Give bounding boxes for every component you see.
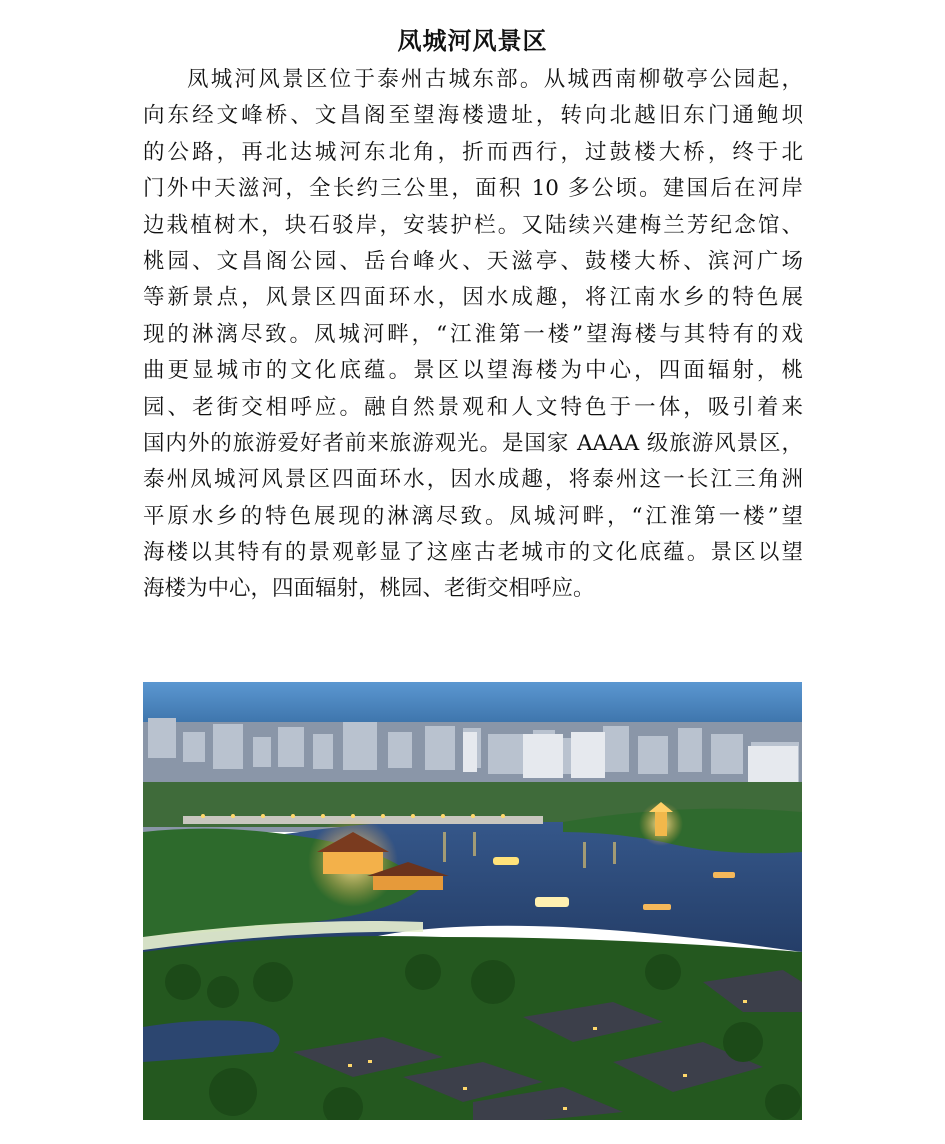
text-line: 凤城河风景区位于泰州古城东部。从城西南柳敬亭公园起， [187, 67, 803, 92]
text-line: 曲更显城市的文化底蕴。景区以望海楼为中心，四面辐射，桃 [143, 358, 803, 384]
night-river-illustration [143, 682, 802, 1120]
text-line: 等新景点，风景区四面环水，因水成趣，将江南水乡的特色展 [143, 285, 803, 311]
text-line: 现的淋漓尽致。凤城河畔，“江淮第一楼”望海楼与其特有的戏 [143, 321, 803, 347]
text-line: 桃园、文昌阁公园、岳台峰火、天滋亭、鼓楼大桥、滨河广场 [143, 248, 803, 274]
pagoda [639, 802, 683, 846]
text-line: 门外中天滋河，全长约三公里，面积 10 多公顷。建国后在河岸 [143, 176, 803, 202]
text-line: 的公路，再北达城河东北角，折而西行，过鼓楼大桥，终于北 [143, 139, 803, 165]
text-line: 平原水乡的特色展现的淋漓尽致。凤城河畔，“江淮第一楼”望 [143, 503, 803, 529]
text-line: 园、老街交相呼应。融自然景观和人文特色于一体，吸引着来 [143, 394, 803, 420]
text-line: 向东经文峰桥、文昌阁至望海楼遗址，转向北越旧东门通鲍坝 [143, 103, 803, 129]
text-line: 泰州凤城河风景区四面环水，因水成趣，将泰州这一长江三角洲 [143, 467, 803, 493]
page-title: 凤城河风景区 [397, 26, 548, 55]
text-line: 海楼为中心，四面辐射，桃园、老街交相呼应。 [143, 576, 595, 602]
scenic-area-photo [143, 682, 802, 1120]
article-body [143, 62, 803, 608]
text-line: 边栽植树木，块石驳岸，安装护栏。又陆续兴建梅兰芳纪念馆、 [143, 212, 803, 238]
text-line: 国内外的旅游爱好者前来旅游观光。是国家 AAAA 级旅游风景区， [143, 430, 803, 456]
text-line: 海楼以其特有的景观彰显了这座古老城市的文化底蕴。景区以望 [143, 540, 803, 566]
